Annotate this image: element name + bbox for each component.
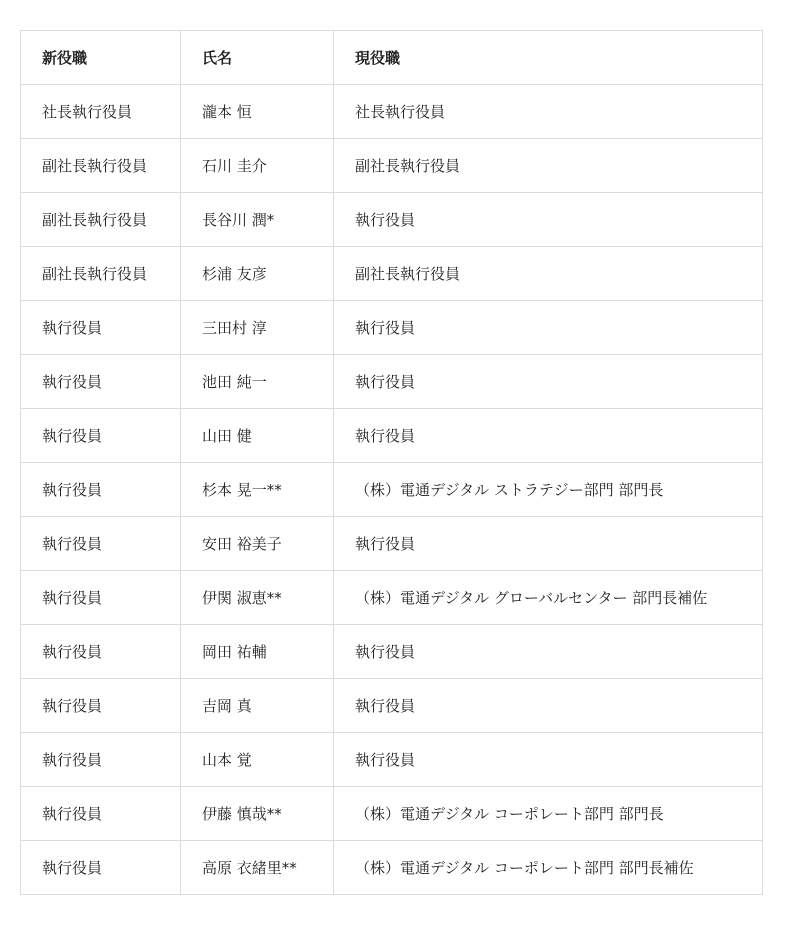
table-row [21,409,763,463]
cell-name: 石川 圭介 [181,139,334,193]
table-row [21,787,763,841]
header-name: 氏名 [181,31,334,85]
cell-new-title: 副社長執行役員 [21,193,181,247]
table-header [21,31,763,85]
header-new-title: 新役職 [21,31,181,85]
cell-new-title: 執行役員 [21,679,181,733]
cell-name: 長谷川 潤* [181,193,334,247]
cell-new-title: 執行役員 [21,409,181,463]
table-row [21,625,763,679]
cell-current-title: 副社長執行役員 [334,247,763,301]
cell-name: 山田 健 [181,409,334,463]
table-row [21,139,763,193]
cell-new-title: 執行役員 [21,463,181,517]
header-current-title: 現役職 [334,31,763,85]
table-row [21,733,763,787]
table-row [21,463,763,517]
cell-current-title: （株）電通デジタル グローバルセンター 部門長補佐 [334,571,763,625]
header-row [21,31,763,85]
table-row [21,301,763,355]
cell-new-title: 副社長執行役員 [21,139,181,193]
table-row [21,355,763,409]
cell-current-title: 副社長執行役員 [334,139,763,193]
executive-appointments-table [20,30,763,895]
table-row [21,85,763,139]
cell-name: 瀧本 恒 [181,85,334,139]
cell-new-title: 執行役員 [21,301,181,355]
cell-current-title: （株）電通デジタル コーポレート部門 部門長 [334,787,763,841]
cell-new-title: 執行役員 [21,355,181,409]
cell-name: 岡田 祐輔 [181,625,334,679]
cell-new-title: 執行役員 [21,787,181,841]
cell-name: 三田村 淳 [181,301,334,355]
cell-name: 伊藤 慎哉** [181,787,334,841]
cell-new-title: 執行役員 [21,841,181,895]
cell-name: 吉岡 真 [181,679,334,733]
table-body [21,85,763,895]
cell-name: 山本 覚 [181,733,334,787]
cell-name: 伊関 淑恵** [181,571,334,625]
cell-current-title: 執行役員 [334,625,763,679]
cell-new-title: 執行役員 [21,625,181,679]
cell-current-title: 執行役員 [334,679,763,733]
table-row [21,841,763,895]
cell-current-title: 執行役員 [334,409,763,463]
cell-current-title: 執行役員 [334,355,763,409]
cell-current-title: （株）電通デジタル コーポレート部門 部門長補佐 [334,841,763,895]
cell-name: 杉本 晃一** [181,463,334,517]
cell-new-title: 社長執行役員 [21,85,181,139]
table-row [21,571,763,625]
cell-name: 安田 裕美子 [181,517,334,571]
cell-current-title: 執行役員 [334,301,763,355]
cell-current-title: 執行役員 [334,733,763,787]
cell-current-title: 社長執行役員 [334,85,763,139]
cell-name: 高原 衣緒里** [181,841,334,895]
cell-current-title: 執行役員 [334,193,763,247]
cell-name: 池田 純一 [181,355,334,409]
table-row [21,247,763,301]
cell-new-title: 副社長執行役員 [21,247,181,301]
table-row [21,193,763,247]
cell-new-title: 執行役員 [21,517,181,571]
cell-name: 杉浦 友彦 [181,247,334,301]
cell-new-title: 執行役員 [21,571,181,625]
cell-new-title: 執行役員 [21,733,181,787]
table-row [21,517,763,571]
cell-current-title: （株）電通デジタル ストラテジー部門 部門長 [334,463,763,517]
table-row [21,679,763,733]
cell-current-title: 執行役員 [334,517,763,571]
